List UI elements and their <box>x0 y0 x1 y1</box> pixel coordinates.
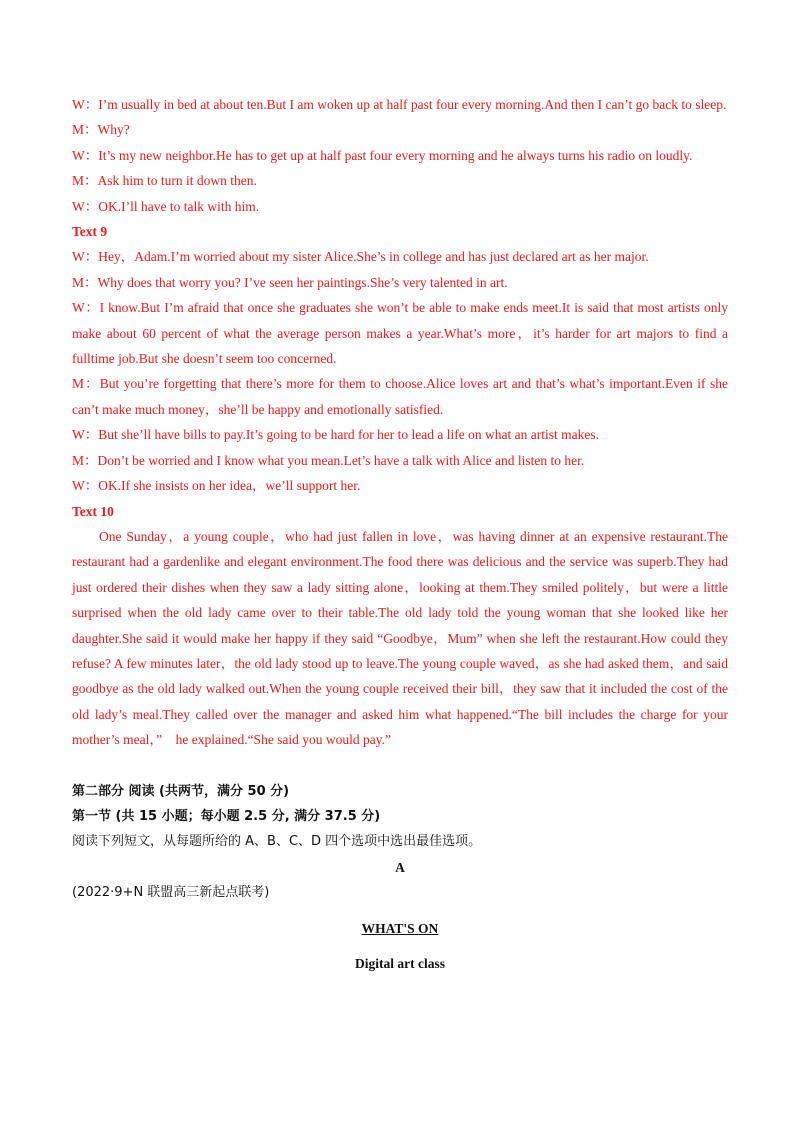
dialogue-line: M：Don’t be worried and I know what you mean.Let’s have a talk with Alice and listen to her. <box>72 452 585 468</box>
dialogue-line: W：OK.If she insists on her idea，we’ll support her. <box>72 478 361 494</box>
dialogue-line: W：I’m usually in bed at about ten.But I am woken up at half past four every morning.And then I can’t go back to sleep. <box>72 97 727 112</box>
dialogue-line: M：Why? <box>72 122 130 138</box>
text10-heading: Text 10 <box>72 503 114 519</box>
text10-paragraph: One Sunday，a young couple，who had just fallen in love，was having dinner at an expensive restaurant.The restaurant had a gardenlike and elegant environment.The food there was delicious and the service was superb.They had just ordered their dishes when they saw a lady sitting alone，looking at them.They smiled politely，but were a little surprised when the old lady came over to their table.The old lady told the young woman that she looked like her daughter.She said it would make her happy if they said “Goodbye，Mum” when she left the restaurant.How could they refuse? A few minutes later，the old lady stood up to leave.The young couple waved，as she had asked them，and said goodbye as the old lady walked out.When the young couple received their bill，they saw that it included the cost of the old lady’s meal.They called over the manager and asked him what happened.“The bill includes the charge for your mother’s meal，” he explained.“She said you would pay.” <box>72 528 728 748</box>
whats-on-title: WHAT'S ON <box>361 920 439 936</box>
dialogue-line: W：But she’ll have bills to pay.It’s going to be hard for her to lead a life on what an artist makes. <box>72 427 599 443</box>
dialogue-line: M：Why does that worry you? I’ve seen her paintings.She’s very talented in art. <box>72 274 508 290</box>
section1-title: 第一节 (共 15 小题；每小题 2.5 分, 满分 37.5 分) <box>72 808 381 824</box>
document-page <box>72 92 728 976</box>
dialogue-line: W：Hey，Adam.I’m worried about my sister Alice.She’s in college and has just declared art as her major. <box>72 249 649 265</box>
spacer <box>72 906 728 916</box>
instruction: 阅读下列短文，从每题所给的 A、B、C、D 四个选项中选出最佳选项。 <box>72 834 482 850</box>
spacer <box>72 941 728 951</box>
passage-subtitle: Digital art class <box>355 956 445 971</box>
dialogue-line: M：But you’re forgetting that there’s more for them to choose.Alice loves art and that’s what’s important.Even if she can’t make much money，she’ll be happy and emotionally satisfied. <box>72 376 728 417</box>
text9-heading: Text 9 <box>72 224 108 240</box>
dialogue-line: W：I know.But I’m afraid that once she graduates she won’t be able to make ends meet.It is said that most artists only make about 60 percent of what the average person makes a year.What’s more，it’s harder for art majors to find a fulltime job.But she doesn’t seem too concerned. <box>72 300 728 367</box>
dialogue-line: W：OK.I’ll have to talk with him. <box>72 198 260 214</box>
part2-title: 第二部分 阅读 (共两节，满分 50 分) <box>72 783 290 799</box>
passage-source: (2022·9+N 联盟高三新起点联考) <box>72 885 270 901</box>
dialogue-line: W：It’s my new neighbor.He has to get up at half past four every morning and he always turns his radio on loudly. <box>72 147 693 163</box>
dialogue-line: M：Ask him to turn it down then. <box>72 173 257 189</box>
passage-letter: A <box>395 859 405 875</box>
spacer <box>72 753 728 779</box>
